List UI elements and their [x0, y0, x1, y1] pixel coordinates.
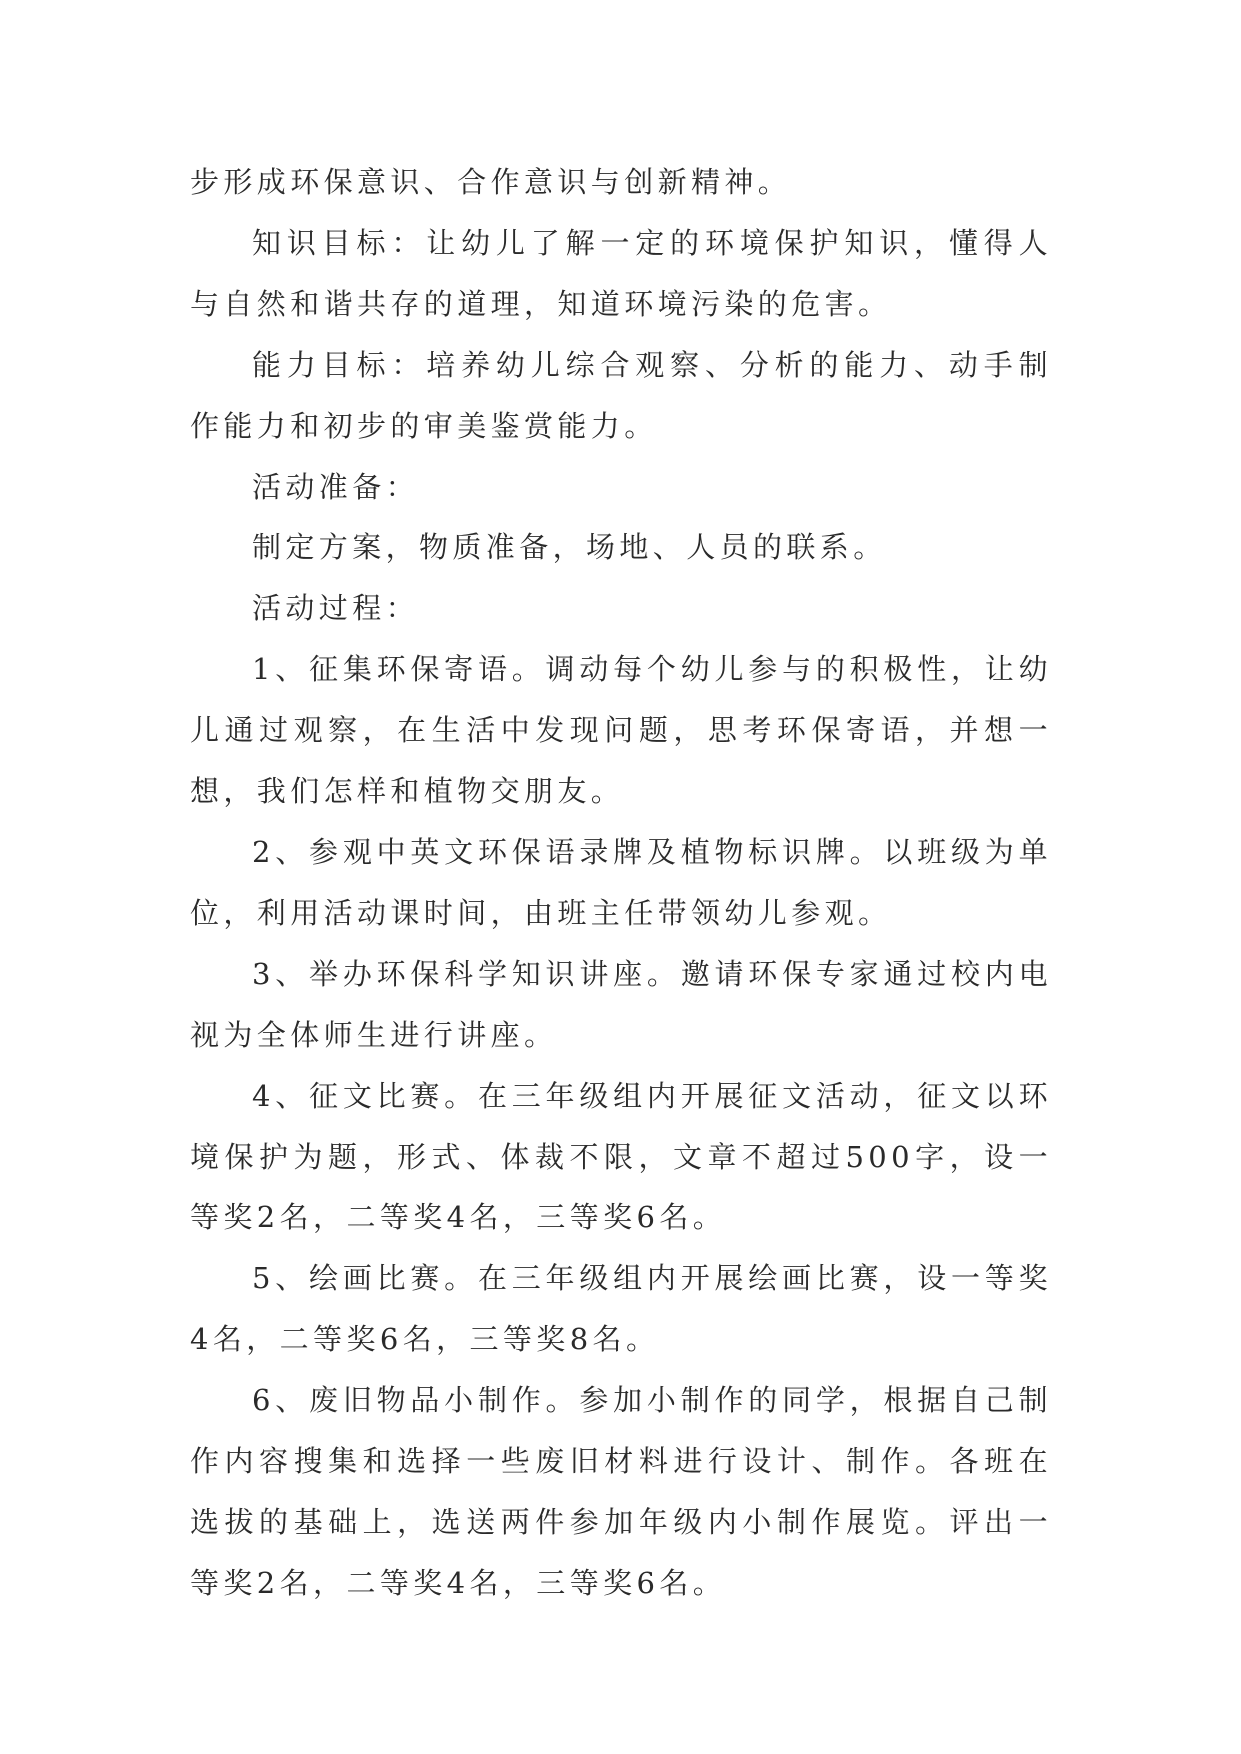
paragraph-ability-goal: 能力目标：培养幼儿综合观察、分析的能力、动手制作能力和初步的审美鉴赏能力。: [190, 347, 1052, 443]
document-body: [190, 152, 1052, 1614]
heading-activity-preparation: 活动准备：: [252, 469, 420, 504]
paragraph-step-6: 6、废旧物品小制作。参加小制作的同学，根据自己制作内容搜集和选择一些废旧材料进行设计、制作。各班在选拔的基础上，选送两件参加年级内小制作展览。评出一等奖2名，二等奖4名，三等奖6名。: [190, 1383, 1052, 1600]
paragraph-knowledge-goal: 知识目标：让幼儿了解一定的环境保护知识，懂得人与自然和谐共存的道理，知道环境污染的危害。: [190, 225, 1052, 321]
paragraph-preparation-details: 制定方案，物质准备，场地、人员的联系。: [252, 530, 887, 565]
paragraph-step-3: 3、举办环保科学知识讲座。邀请环保专家通过校内电视为全体师生进行讲座。: [190, 956, 1052, 1052]
paragraph-step-2: 2、参观中英文环保语录牌及植物标识牌。以班级为单位，利用活动课时间，由班主任带领幼儿参观。: [190, 834, 1052, 930]
paragraph-step-5: 5、绘画比赛。在三年级组内开展绘画比赛，设一等奖4名，二等奖6名，三等奖8名。: [190, 1261, 1052, 1357]
heading-activity-process: 活动过程：: [252, 591, 420, 626]
paragraph-step-1: 1、征集环保寄语。调动每个幼儿参与的积极性，让幼儿通过观察，在生活中发现问题，思考环保寄语，并想一想，我们怎样和植物交朋友。: [190, 652, 1052, 809]
paragraph-continuation: 步形成环保意识、合作意识与创新精神。: [190, 165, 792, 199]
paragraph-step-4: 4、征文比赛。在三年级组内开展征文活动，征文以环境保护为题，形式、体裁不限，文章不超过500字，设一等奖2名，二等奖4名，三等奖6名。: [190, 1078, 1052, 1235]
